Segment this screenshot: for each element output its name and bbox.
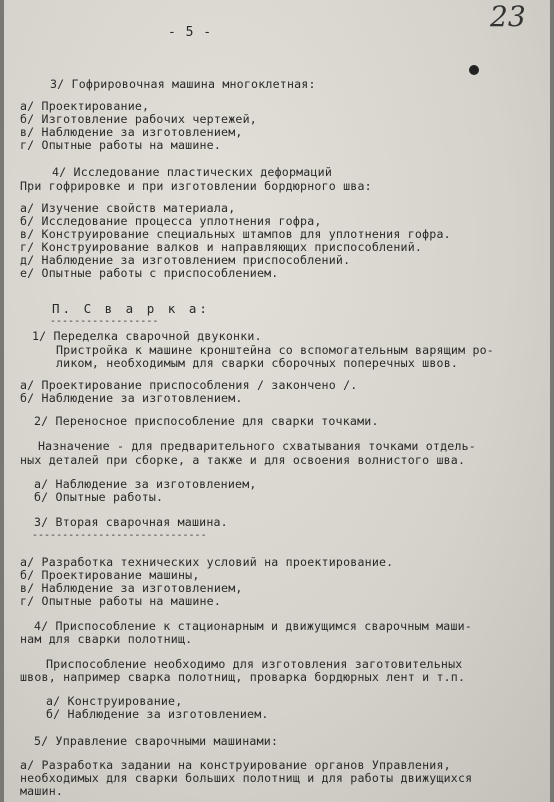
item1-sub: б/ Наблюдение за изготовлением. (20, 391, 243, 405)
item4-heading: 4/ Приспособление к стационарным и движущимся сварочным маши- (34, 619, 472, 633)
item3-heading: 3/ Вторая сварочная машина. (34, 515, 228, 529)
item2-sub: а/ Наблюдение за изготовлением, (34, 477, 257, 491)
item3-sub: в/ Наблюдение за изготовлением, (20, 581, 243, 595)
block4-item: д/ Наблюдение за изготовлением приспособлений. (20, 253, 351, 267)
item3-sub: а/ Разработка технических условий на проектирование. (20, 555, 394, 569)
left-edge-shadow (0, 0, 4, 802)
item3-underline: ----------------------------- (32, 530, 207, 541)
item2-desc: Назначение - для предварительного схватывания точками отдель- (38, 439, 476, 453)
item4-heading-cont: нам для сварки полотнищ. (20, 632, 193, 646)
section-underline: ------------------ (50, 316, 159, 327)
item4-desc: Приспособление необходимо для изготовления заготовительных (46, 657, 463, 671)
item1-sub: а/ Проектирование приспособления / закончено /. (20, 378, 358, 392)
ink-dot (469, 65, 479, 75)
item5-line: машин. (20, 784, 64, 798)
item4-sub: б/ Наблюдение за изготовлением. (46, 707, 269, 721)
item2-heading: 2/ Переносное приспособление для сварки точками. (34, 414, 379, 428)
item4-sub: а/ Конструирование, (46, 694, 183, 708)
block3-item: в/ Наблюдение за изготовлением, (20, 125, 243, 139)
item5-heading: 5/ Управление сварочными машинами: (34, 734, 279, 748)
item3-sub: г/ Опытные работы на машине. (20, 594, 222, 608)
item1-desc: Пристройка к машине кронштейна со вспомогательным варящим ро- (56, 343, 494, 357)
block4-item: е/ Опытные работы с приспособлением. (20, 266, 279, 280)
item1-heading: 1/ Переделка сварочной двуконки. (32, 329, 262, 343)
item3-sub: б/ Проектирование машины, (20, 568, 200, 582)
item2-desc: ных деталей при сборке, а также и для освоения волнистого шва. (20, 453, 466, 467)
section-heading: П. С в а р к а: (52, 301, 210, 316)
item4-desc: швов, например сварка полотнищ, проварка бордюрных лент и т.п. (20, 670, 466, 684)
block4-heading: 4/ Исследование пластических деформаций (52, 165, 333, 179)
item5-line: а/ Разработка задании на конструирование органов Управления, (20, 758, 451, 772)
block3-item: б/ Изготовление рабочих чертежей, (20, 112, 257, 126)
item2-sub: б/ Опытные работы. (34, 490, 164, 504)
block4-subheading: При гофрировке и при изготовлении бордюрного шва: (20, 179, 372, 193)
block3-item: а/ Проектирование, (20, 99, 150, 113)
page-number: - 5 - (168, 25, 213, 40)
block4-item: г/ Конструирование валков и направляющих приспособлений. (20, 240, 423, 254)
block3-item: г/ Опытные работы на машине. (20, 138, 222, 152)
block4-item: б/ Исследование процесса уплотнения гофра, (20, 214, 322, 228)
item5-line: необходимых для сварки больших полотнищ и для работы движущихся (20, 771, 473, 785)
block4-item: а/ Изучение свойств материала, (20, 201, 236, 215)
right-edge-shadow (550, 0, 554, 802)
block4-item: в/ Конструирование специальных штампов для уплотнения гофра. (20, 227, 451, 241)
folio-number: 23 (490, 0, 526, 33)
block3-heading: 3/ Гофрировочная машина многоклетная: (50, 77, 316, 91)
item1-desc: ликом, необходимым для сварки сборочных поперечных швов. (56, 356, 459, 370)
